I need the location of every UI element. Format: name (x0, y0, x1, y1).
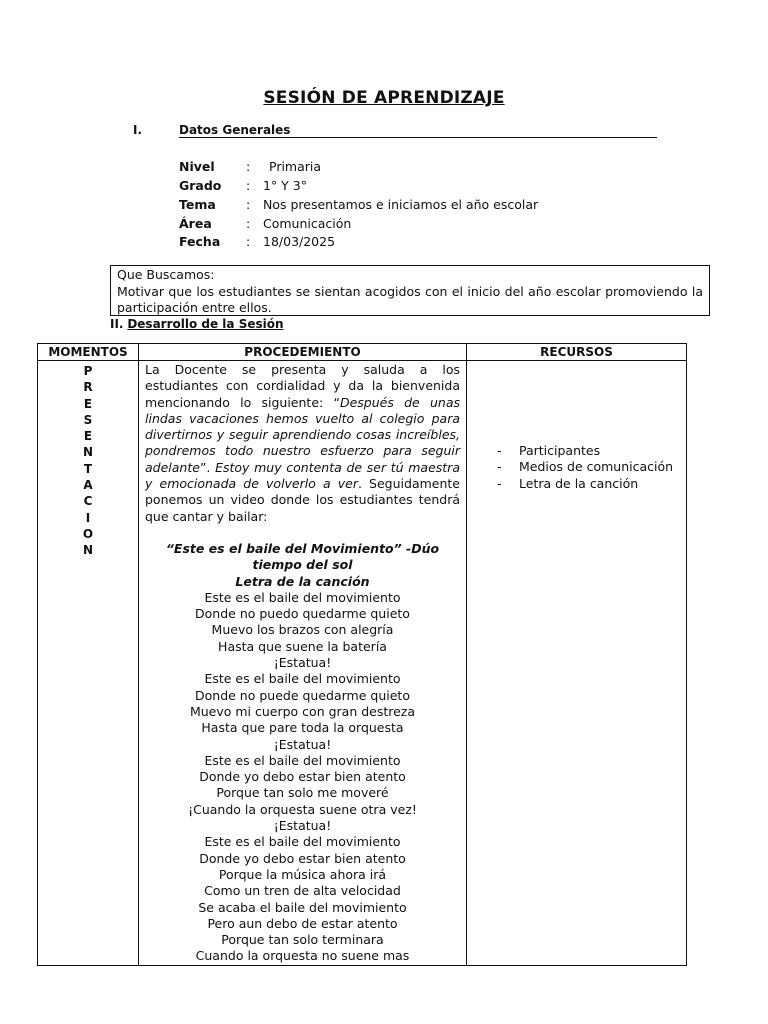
momento-letter: T (83, 461, 93, 476)
general-label: Área (179, 216, 212, 231)
momento-letter: N (82, 445, 94, 460)
momento-letter: A (83, 478, 93, 493)
intro-text: . Seguidamente ponemos un video donde los estudiantes tendrá que cantar y bailar: (145, 476, 460, 524)
general-colon: : (246, 216, 251, 231)
general-value: Comunicación (263, 216, 352, 231)
lyric-line: Hasta que pare toda la orquesta (201, 720, 404, 736)
recursos-cell (467, 361, 687, 966)
list-dash: - (497, 459, 502, 475)
header-momentos: MOMENTOS (38, 344, 139, 361)
lyric-line: Se acaba el baile del movimiento (198, 899, 407, 915)
lyric-line: Porque la música ahora irá (218, 866, 387, 882)
lyric-line: Donde yo debo estar bien atento (199, 850, 406, 866)
intro-text: ”. (199, 459, 216, 475)
lyric-line: Porque tan solo terminara (221, 932, 384, 948)
lyric-line: Donde yo debo estar bien atento (199, 769, 406, 785)
momento-letter: R (83, 380, 93, 395)
general-colon: : (246, 197, 251, 212)
momento-letter: E (83, 396, 93, 411)
general-label: Fecha (179, 234, 221, 249)
lyric-line: Donde no puede quedarme quieto (195, 687, 410, 703)
procedimiento-cell (139, 361, 467, 966)
general-label: Tema (179, 197, 216, 212)
lyric-line: Muevo los brazos con alegría (211, 622, 394, 638)
list-dash: - (497, 443, 502, 458)
momentos-cell (38, 361, 139, 966)
objective-box (110, 265, 710, 316)
song-title: “Este es el baile del Movimiento” -Dúo tiempo del sol (165, 540, 440, 573)
momento-letter: P (83, 364, 93, 378)
general-value: Nos presentamos e iniciamos el año escolar (263, 197, 539, 212)
lyric-line: Cuando la orquesta no suene mas (195, 948, 410, 964)
lyric-line: ¡Cuando la orquesta suene otra vez! (188, 801, 417, 817)
list-dash: - (497, 475, 502, 491)
recurso-item (497, 443, 686, 459)
objective-heading: Que Buscamos: (117, 267, 215, 282)
lyric-line: ¡Estatua! (273, 818, 332, 834)
general-label: Grado (179, 178, 222, 193)
song-subtitle: Letra de la canción (235, 573, 370, 589)
lyric-line: Este es el baile del movimiento (204, 589, 401, 605)
lyric-line: Muevo mi cuerpo con gran destreza (189, 703, 416, 719)
section-2-heading (110, 317, 284, 331)
recurso-label: Participantes (519, 443, 601, 458)
recurso-label: Letra de la canción (519, 475, 639, 491)
intro-quote: Después de unas lindas vacaciones hemos vuelto al colegio para divertirnos y seguir aprendiendo cosas increíbles, pondremos todo nuestro esfuerzo para seguir adelante (145, 394, 460, 475)
song-lyrics (145, 590, 460, 965)
section-1-title: Datos Generales (179, 123, 657, 138)
section-1-number: I. (133, 123, 143, 137)
lyric-line: Donde no puedo quedarme quieto (195, 606, 410, 622)
general-colon: : (246, 234, 251, 249)
general-value: 18/03/2025 (263, 234, 336, 249)
intro-quote: Estoy muy contenta de ser tú maestra y emocionada de volverlo a ver (145, 459, 460, 492)
momento-letter: E (83, 429, 93, 444)
general-value: Primaria (269, 159, 322, 174)
general-value: 1° Y 3° (263, 178, 307, 193)
header-procedimiento: PROCEDEMIENTO (139, 344, 467, 361)
lyric-line: Hasta que suene la batería (218, 638, 387, 654)
procedure-intro (145, 362, 460, 525)
lyric-line: ¡Estatua! (273, 655, 332, 671)
lyric-line: Pero aun debo de estar atento (207, 915, 398, 931)
lyric-line: Este es el baile del movimiento (204, 671, 401, 687)
momento-letter: O (82, 526, 94, 541)
header-recursos: RECURSOS (467, 344, 687, 361)
recurso-label: Medios de comunicación (519, 459, 674, 475)
objective-text: Motivar que los estudiantes se sientan acogidos con el inicio del año escolar promoviendo la participación entre ellos. (117, 283, 703, 315)
section-2-number: II. (110, 317, 124, 331)
general-colon: : (246, 178, 251, 193)
lyric-line: Como un tren de alta velocidad (204, 883, 401, 899)
lyric-line: Este es el baile del movimiento (204, 752, 401, 768)
session-table (37, 343, 687, 966)
recursos-list (497, 443, 686, 492)
momento-letter: S (83, 412, 93, 427)
lyric-line: ¡Estatua! (273, 736, 332, 752)
momento-letter: C (83, 494, 93, 509)
momento-vertical-text (38, 361, 138, 559)
section-2-title: Desarrollo de la Sesión (127, 317, 284, 331)
recurso-item (497, 459, 686, 475)
general-label: Nivel (179, 159, 215, 174)
recurso-item (497, 476, 686, 492)
general-colon: : (246, 159, 251, 174)
document-title: SESIÓN DE APRENDIZAJE (263, 88, 505, 108)
lyric-line: Este es el baile del movimiento (204, 834, 401, 850)
momento-letter: I (85, 510, 91, 525)
lyric-line: Porque tan solo me moveré (216, 785, 389, 801)
intro-text: La Docente se presenta y saluda a los estudiantes con cordialidad y da la bienvenida mencionando lo siguiente: “ (145, 362, 460, 410)
momento-letter: N (82, 543, 94, 558)
